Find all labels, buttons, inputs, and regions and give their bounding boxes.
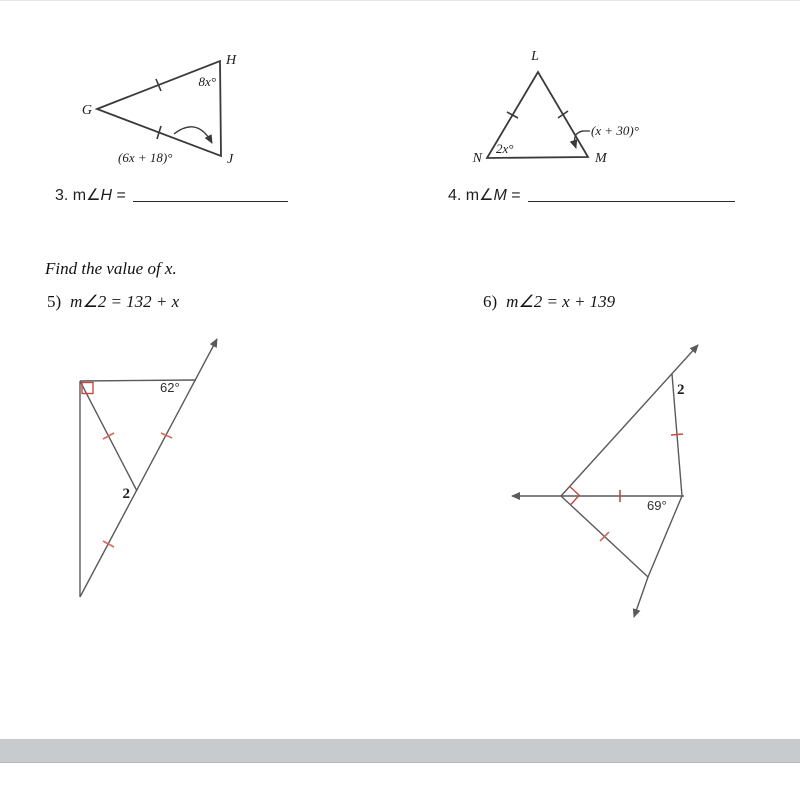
angle-expression-n: 2x°	[496, 141, 514, 156]
question-6-number: 6)	[483, 292, 498, 311]
question-4	[448, 185, 735, 205]
answer-blank-4[interactable]	[528, 188, 735, 202]
angle-expression-h: 8x°	[198, 74, 216, 89]
transversal-ray	[80, 339, 217, 597]
question-3-equals: =	[112, 187, 126, 204]
problem-6-diagram	[490, 330, 720, 650]
vertex-label-l: L	[531, 49, 539, 64]
question-4-variable: M	[493, 187, 507, 204]
problem-5-diagram	[60, 330, 240, 640]
question-3	[55, 185, 288, 205]
vertex-label-h: H	[226, 53, 237, 68]
triangle-ghj-diagram	[40, 40, 300, 175]
section-instruction: Find the value of x.	[45, 259, 177, 278]
question-5-number: 5)	[47, 292, 62, 311]
question-6-equation: m∠2 = x + 139	[506, 292, 616, 311]
angle-2-label: 2	[122, 486, 130, 502]
angle-62-label: 62°	[160, 380, 180, 395]
angle-69-label: 69°	[647, 498, 667, 513]
vertex-label-j: J	[227, 152, 234, 167]
answer-blank-3[interactable]	[133, 188, 288, 202]
vertex-label-n: N	[472, 151, 482, 166]
triangle-lnm-diagram	[460, 40, 720, 175]
question-6	[483, 292, 615, 312]
tick-mark-upper-left	[103, 433, 114, 439]
tick-mark-right-side	[671, 434, 683, 435]
exterior-angle-expression-m: (x + 30)°	[591, 123, 639, 138]
tick-mark-lm	[558, 111, 568, 118]
question-3-variable: H	[100, 187, 113, 204]
page-top-edge	[0, 0, 800, 1]
footer-scroll-bar	[0, 739, 800, 763]
upper-right-ray	[561, 345, 698, 496]
question-5	[47, 292, 179, 312]
lower-right-ray	[634, 496, 682, 617]
vertex-label-g: G	[81, 103, 92, 118]
question-3-prefix: 3. m∠	[55, 187, 101, 204]
tick-mark-ln	[507, 112, 518, 118]
angle-2-label: 2	[677, 382, 685, 398]
question-4-prefix: 4. m∠	[448, 187, 494, 204]
question-4-equals: =	[506, 187, 521, 204]
exterior-angle-expression-j: (6x + 18)°	[118, 150, 173, 165]
question-5-equation: m∠2 = 132 + x	[70, 292, 180, 311]
vertex-label-m: M	[595, 151, 607, 166]
